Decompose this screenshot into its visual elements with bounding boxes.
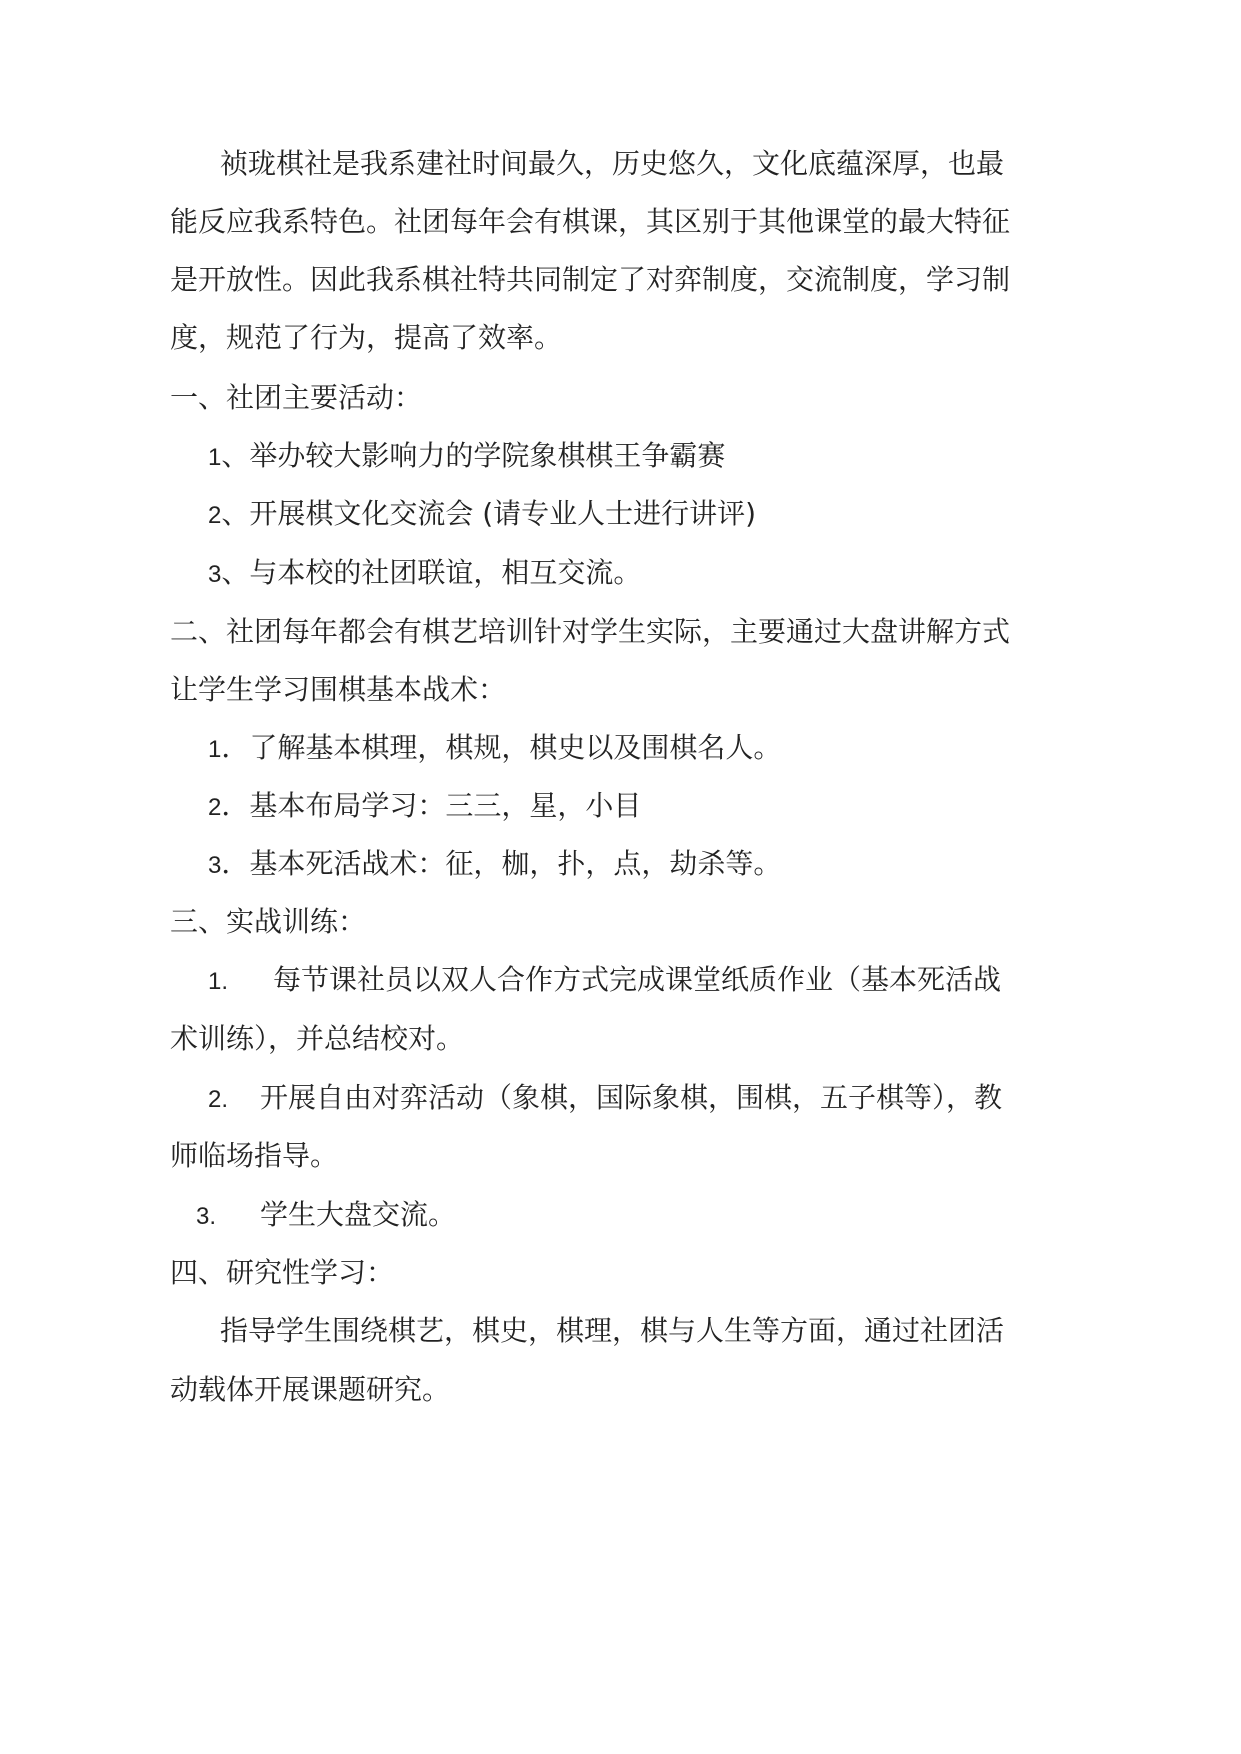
section3-item-1-line-1: 每节课社员以双人合作方式完成课堂纸质作业（基本死活战 [273, 963, 1002, 996]
item-text: ．了解基本棋理，棋规，棋史以及围棋名人。 [221, 731, 782, 764]
section3-item-3-line-1: 学生大盘交流。 [260, 1198, 457, 1231]
item-text: 、举办较大影响力的学院象棋棋王争霸赛 [221, 439, 726, 472]
section1-heading: 一、社团主要活动： [170, 381, 423, 414]
item-number: 3 [208, 561, 222, 588]
item-number: 1 [208, 736, 222, 763]
section3-item-1-number [208, 960, 228, 1000]
item-number: 2 [208, 502, 222, 529]
item-number: 1 [208, 444, 222, 471]
intro-line-2: 能反应我系特色。社团每年会有棋课，其区别于其他课堂的最大特征 [170, 205, 1011, 238]
section2-item-3 [208, 844, 781, 884]
section1-item-2 [208, 494, 756, 534]
item-text: 、与本校的社团联谊，相互交流。 [221, 556, 642, 589]
section4-heading: 四、研究性学习： [170, 1256, 395, 1289]
section3-item-2-line-1: 开展自由对弈活动（象棋，国际象棋，围棋，五子棋等），教 [260, 1081, 1003, 1114]
intro-line-3: 是开放性。因此我系棋社特共同制定了对弈制度，交流制度，学习制 [170, 263, 1011, 296]
section2-item-1 [208, 728, 781, 768]
section4-body-line-1: 指导学生围绕棋艺，棋史，棋理，棋与人生等方面，通过社团活 [220, 1314, 1005, 1347]
section4-body-line-2: 动载体开展课题研究。 [170, 1373, 451, 1406]
item-text: ．基本死活战术：征，枷，扑，点，劫杀等。 [221, 847, 782, 880]
item-number: 3. [196, 1203, 217, 1230]
item-number: 1. [208, 968, 229, 995]
section3-item-3-number [196, 1195, 216, 1235]
item-number: 2 [208, 794, 222, 821]
item-text: 、开展棋文化交流会 (请专业人士进行讲评) [221, 497, 757, 530]
section2-item-2 [208, 786, 641, 826]
item-text: ．基本布局学习：三三，星，小目 [221, 789, 642, 822]
intro-line-4: 度，规范了行为，提高了效率。 [170, 321, 563, 354]
section3-item-2-number [208, 1078, 228, 1118]
section3-item-2-line-2: 师临场指导。 [170, 1139, 339, 1172]
item-number: 2. [208, 1086, 229, 1113]
intro-line-1: 祯珑棋社是我系建社时间最久，历史悠久，文化底蕴深厚，也最 [220, 147, 1005, 180]
section2-heading-line-2: 让学生学习围棋基本战术： [170, 673, 507, 706]
section3-heading: 三、实战训练： [170, 905, 367, 938]
item-number: 3 [208, 852, 222, 879]
section2-heading-line-1: 二、社团每年都会有棋艺培训针对学生实际，主要通过大盘讲解方式 [170, 615, 1011, 648]
section1-item-3 [208, 553, 641, 593]
section1-item-1 [208, 436, 725, 476]
section3-item-1-line-2: 术训练），并总结校对。 [170, 1022, 465, 1055]
